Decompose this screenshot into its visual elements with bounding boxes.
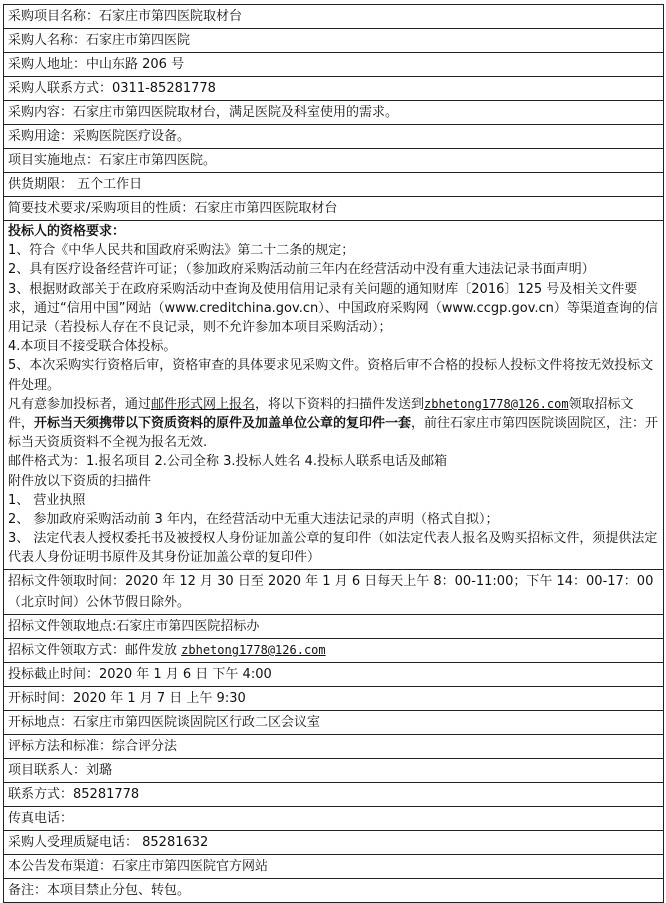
registration-paragraph [8, 395, 659, 453]
open-time-cell: 开标时间：2020 年 1 月 7 日 上午 9:30 [4, 686, 664, 710]
note-cell: 备注：本项目禁止分包、转包。 [4, 878, 664, 902]
doc-method-text: 招标文件领取方式：邮件发放 [8, 642, 182, 658]
registration-text-c: 领取招标文件， [8, 396, 634, 432]
qual-item-4: 4.本项目不接受联合体投标。 [8, 339, 177, 355]
deadline-cell: 投标截止时间：2020 年 1 月 6 日 下午 4:00 [4, 662, 664, 686]
delivery-cell: 供货期限： 五个工作日 [4, 173, 664, 197]
doc-place-cell: 招标文件领取地点:石家庄市第四医院招标办 [4, 614, 664, 638]
buyer-name-cell: 采购人名称：石家庄市第四医院 [4, 29, 664, 53]
qual-item-2: 2、具有医疗设备经营许可证；（参加政府采购活动前三年内在经营活动中没有重大违法记录书面声明） [8, 262, 595, 278]
purpose-cell: 采购用途：采购医院医疗设备。 [4, 125, 664, 149]
attachment-heading: 附件放以下资质的扫描件 [8, 473, 152, 489]
qualification-cell [4, 221, 664, 570]
registration-bold-text: 开标当天须携带以下资质资料的原件及加盖单位公章的复印件一套 [34, 416, 412, 432]
location-cell: 项目实施地点：石家庄市第四医院。 [4, 149, 664, 173]
evaluation-cell: 评标方法和标准：综合评分法 [4, 734, 664, 758]
qual-item-1: 1、符合《中华人民共和国政府采购法》第二十二条的规定； [8, 243, 355, 259]
tech-req-cell: 简要技术要求/采购项目的性质：石家庄市第四医院取材台 [4, 197, 664, 221]
doc-method-cell [4, 638, 664, 662]
content-cell: 采购内容：石家庄市第四医院取材台，满足医院及科室使用的需求。 [4, 101, 664, 125]
contact-phone-cell: 联系方式：85281778 [4, 782, 664, 806]
doc-method-email-link[interactable]: zbhetong1778@126.com [181, 642, 326, 657]
qualification-heading: 投标人的资格要求： [8, 224, 126, 239]
procurement-table [3, 4, 664, 903]
channel-cell: 本公告发布渠道：石家庄市第四医院官方网站 [4, 854, 664, 878]
contact-person-cell: 项目联系人：刘璐 [4, 758, 664, 782]
complaint-phone-cell: 采购人受理质疑电话： 85281632 [4, 830, 664, 854]
registration-text-d: ，前往石家庄市第四医院谈固院区，注：开标当天资质资料不全视为报名无效. [8, 416, 659, 451]
registration-text-a: 凡有意参加投标者，通过 [8, 396, 152, 412]
qual-item-5: 5、本次采购实行资格后审，资格审查的具体要求见采购文件。资格后审不合格的投标人投标文件将按无效投标文件处理。 [8, 358, 654, 393]
registration-method-link[interactable]: 邮件形式网上报名 [151, 396, 256, 412]
attachment-item-2: 2、 参加政府采购活动前 3 年内，在经营活动中无重大违法记录的声明（格式自拟）； [8, 512, 499, 528]
registration-email-link[interactable]: zbhetong1778@126.com [424, 396, 569, 411]
mail-format: 邮件格式为：1.报名项目 2.公司全称 3.投标人姓名 4.投标人联系电话及邮箱 [8, 454, 448, 470]
project-name-cell: 采购项目名称：石家庄市第四医院取材台 [4, 5, 664, 29]
attachment-item-1: 1、 营业执照 [8, 492, 86, 508]
buyer-contact-cell: 采购人联系方式：0311-85281778 [4, 77, 664, 101]
attachment-item-3: 3、 法定代表人授权委托书及被授权人身份证加盖公章的复印件（如法定代表人报名及购买招标文件，须提供法定代表人身份证明书原件及其身份证加盖公章的复印件） [8, 531, 658, 566]
buyer-address-cell: 采购人地址：中山东路 206 号 [4, 53, 664, 77]
open-place-cell: 开标地点：石家庄市第四医院谈固院区行政二区会议室 [4, 710, 664, 734]
qual-item-3: 3、根据财政部关于在政府采购活动中查询及使用信用记录有关问题的通知财库〔2016〕125 号及相关文件要求，通过“信用中国”网站（www.creditchina.gov.cn）、中国政府采购网（www.ccgp.gov.cn）等渠道查询的信用记录（若投标人存在不良记录，则不允许参加本项目采购活动）； [8, 281, 658, 336]
doc-time-cell: 招标文件领取时间：2020 年 12 月 30 日至 2020 年 1 月 6 日每天上午 8：00-11:00；下午 14：00-17：00（北京时间）公休节假日除外。 [4, 569, 664, 614]
registration-text-b: ，将以下资料的扫描件发送到 [255, 396, 425, 412]
fax-cell: 传真电话： [4, 806, 664, 830]
